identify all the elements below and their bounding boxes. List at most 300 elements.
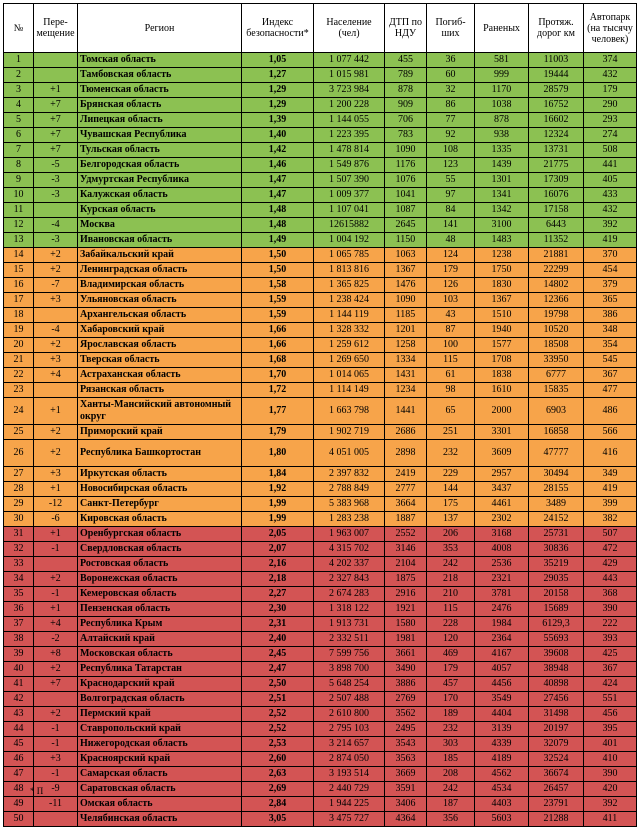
cell-index: 1,80 [242, 440, 314, 467]
cell-index: 2,05 [242, 527, 314, 542]
cell-move [34, 53, 78, 68]
cell-population: 1 283 238 [314, 512, 385, 527]
cell-accidents: 3563 [385, 752, 427, 767]
cell-population: 1 549 876 [314, 158, 385, 173]
cell-injured: 1577 [475, 338, 529, 353]
cell-number: 7 [4, 143, 34, 158]
cell-move: +1 [34, 398, 78, 425]
cell-roads: 28579 [529, 83, 584, 98]
cell-population: 3 898 700 [314, 662, 385, 677]
cell-accidents: 2686 [385, 425, 427, 440]
cell-index: 1,29 [242, 83, 314, 98]
cell-number: 22 [4, 368, 34, 383]
cell-number: 46 [4, 752, 34, 767]
cell-killed: 65 [427, 398, 475, 425]
cell-killed: 36 [427, 53, 475, 68]
cell-cars: 411 [584, 812, 637, 827]
cell-accidents: 783 [385, 128, 427, 143]
cell-move: +1 [34, 527, 78, 542]
header-number: № [4, 4, 34, 53]
cell-injured: 1708 [475, 353, 529, 368]
cell-move: +2 [34, 572, 78, 587]
cell-killed: 108 [427, 143, 475, 158]
cell-population: 4 202 337 [314, 557, 385, 572]
cell-accidents: 909 [385, 98, 427, 113]
cell-number: 36 [4, 602, 34, 617]
cell-index: 2,52 [242, 707, 314, 722]
cell-injured: 3168 [475, 527, 529, 542]
cell-population: 2 397 832 [314, 467, 385, 482]
cell-killed: 179 [427, 662, 475, 677]
cell-injured: 1830 [475, 278, 529, 293]
table-row [4, 338, 637, 353]
cell-cars: 419 [584, 482, 637, 497]
cell-roads: 55693 [529, 632, 584, 647]
cell-killed: 60 [427, 68, 475, 83]
cell-accidents: 1441 [385, 398, 427, 425]
table-row [4, 203, 637, 218]
cell-killed: 187 [427, 797, 475, 812]
cell-accidents: 1076 [385, 173, 427, 188]
cell-cars: 393 [584, 632, 637, 647]
cell-number: 18 [4, 308, 34, 323]
cell-cars: 399 [584, 497, 637, 512]
cell-roads: 18508 [529, 338, 584, 353]
cell-population: 3 214 657 [314, 737, 385, 752]
cell-population: 5 383 968 [314, 497, 385, 512]
cell-injured: 4339 [475, 737, 529, 752]
cell-accidents: 3562 [385, 707, 427, 722]
cell-roads: 11352 [529, 233, 584, 248]
cell-move: -7 [34, 278, 78, 293]
cell-number: 35 [4, 587, 34, 602]
cell-population: 3 193 514 [314, 767, 385, 782]
cell-number: 9 [4, 173, 34, 188]
table-row [4, 143, 637, 158]
cell-roads: 3489 [529, 497, 584, 512]
cell-accidents: 1334 [385, 353, 427, 368]
cell-killed: 469 [427, 647, 475, 662]
cell-number: 15 [4, 263, 34, 278]
table-row [4, 662, 637, 677]
table-row [4, 368, 637, 383]
cell-index: 2,50 [242, 677, 314, 692]
cell-number: 47 [4, 767, 34, 782]
table-row [4, 98, 637, 113]
cell-region: Брянская область [78, 98, 242, 113]
cell-number: 19 [4, 323, 34, 338]
cell-injured: 2302 [475, 512, 529, 527]
cell-killed: 48 [427, 233, 475, 248]
cell-move: -4 [34, 218, 78, 233]
cell-population: 1 107 041 [314, 203, 385, 218]
cell-killed: 457 [427, 677, 475, 692]
cell-number: 12 [4, 218, 34, 233]
cell-killed: 115 [427, 602, 475, 617]
cell-injured: 4404 [475, 707, 529, 722]
cell-injured: 4456 [475, 677, 529, 692]
cell-cars: 367 [584, 662, 637, 677]
header-move: Пере-мещение [34, 4, 78, 53]
cell-roads: 6129,3 [529, 617, 584, 632]
cell-injured: 4403 [475, 797, 529, 812]
cell-killed: 170 [427, 692, 475, 707]
cell-number: 29 [4, 497, 34, 512]
cell-move: -3 [34, 188, 78, 203]
cell-accidents: 706 [385, 113, 427, 128]
cell-population: 4 051 005 [314, 440, 385, 467]
table-row [4, 557, 637, 572]
cell-move: +3 [34, 293, 78, 308]
cell-population: 1 813 816 [314, 263, 385, 278]
cell-accidents: 1981 [385, 632, 427, 647]
cell-accidents: 1921 [385, 602, 427, 617]
cell-move: +7 [34, 128, 78, 143]
cell-population: 2 674 283 [314, 587, 385, 602]
cell-move: +2 [34, 248, 78, 263]
cell-number: 43 [4, 707, 34, 722]
table-row [4, 218, 637, 233]
cell-index: 1,77 [242, 398, 314, 425]
header-roads: Протяж. дорог км [529, 4, 584, 53]
cell-population: 1 478 814 [314, 143, 385, 158]
cell-killed: 124 [427, 248, 475, 263]
cell-population: 1 913 731 [314, 617, 385, 632]
cell-cars: 179 [584, 83, 637, 98]
cell-population: 1 365 825 [314, 278, 385, 293]
cell-move [34, 692, 78, 707]
cell-region: Свердловская область [78, 542, 242, 557]
cell-number: 49 [4, 797, 34, 812]
cell-cars: 370 [584, 248, 637, 263]
cell-move: -1 [34, 767, 78, 782]
table-row [4, 677, 637, 692]
cell-index: 1,27 [242, 68, 314, 83]
cell-roads: 24152 [529, 512, 584, 527]
cell-roads: 19798 [529, 308, 584, 323]
cell-injured: 3437 [475, 482, 529, 497]
cell-roads: 14802 [529, 278, 584, 293]
header-accidents: ДТП по НДУ [385, 4, 427, 53]
cell-index: 2,30 [242, 602, 314, 617]
cell-index: 2,31 [242, 617, 314, 632]
table-row [4, 737, 637, 752]
cell-accidents: 3591 [385, 782, 427, 797]
cell-index: 1,39 [242, 113, 314, 128]
cell-cars: 433 [584, 188, 637, 203]
cell-roads: 12324 [529, 128, 584, 143]
table-row [4, 797, 637, 812]
cell-injured: 4562 [475, 767, 529, 782]
cell-killed: 210 [427, 587, 475, 602]
table-row [4, 692, 637, 707]
table-row [4, 467, 637, 482]
cell-injured: 3609 [475, 440, 529, 467]
cell-population: 1 015 981 [314, 68, 385, 83]
cell-cars: 432 [584, 68, 637, 83]
table-row [4, 308, 637, 323]
cell-roads: 47777 [529, 440, 584, 467]
cell-number: 44 [4, 722, 34, 737]
cell-cars: 419 [584, 233, 637, 248]
cell-move: -1 [34, 587, 78, 602]
cell-cars: 441 [584, 158, 637, 173]
cell-population: 3 723 984 [314, 83, 385, 98]
cell-cars: 367 [584, 368, 637, 383]
cell-number: 4 [4, 98, 34, 113]
cell-index: 1,48 [242, 203, 314, 218]
cell-index: 1,59 [242, 293, 314, 308]
cell-cars: 551 [584, 692, 637, 707]
cell-roads: 40898 [529, 677, 584, 692]
table-row [4, 173, 637, 188]
cell-killed: 353 [427, 542, 475, 557]
cell-index: 2,40 [242, 632, 314, 647]
cell-cars: 274 [584, 128, 637, 143]
cell-roads: 30494 [529, 467, 584, 482]
cell-injured: 2476 [475, 602, 529, 617]
cell-number: 41 [4, 677, 34, 692]
cell-population: 1 014 065 [314, 368, 385, 383]
cell-number: 8 [4, 158, 34, 173]
cell-cars: 390 [584, 767, 637, 782]
cell-cars: 429 [584, 557, 637, 572]
cell-killed: 115 [427, 353, 475, 368]
cell-move: -12 [34, 497, 78, 512]
cell-region: Кемеровская область [78, 587, 242, 602]
cell-roads: 16858 [529, 425, 584, 440]
cell-accidents: 1201 [385, 323, 427, 338]
cell-number: 48 [4, 782, 34, 797]
cell-accidents: 1087 [385, 203, 427, 218]
cell-region: Липецкая область [78, 113, 242, 128]
cell-move: +2 [34, 707, 78, 722]
cell-number: 10 [4, 188, 34, 203]
cell-region: Санкт-Петербург [78, 497, 242, 512]
cell-cars: 416 [584, 440, 637, 467]
cell-number: 13 [4, 233, 34, 248]
cell-killed: 137 [427, 512, 475, 527]
cell-accidents: 1185 [385, 308, 427, 323]
cell-injured: 2321 [475, 572, 529, 587]
cell-cars: 443 [584, 572, 637, 587]
cell-roads: 19444 [529, 68, 584, 83]
cell-cars: 390 [584, 602, 637, 617]
cell-killed: 242 [427, 557, 475, 572]
cell-accidents: 1476 [385, 278, 427, 293]
table-row [4, 722, 637, 737]
cell-injured: 3301 [475, 425, 529, 440]
cell-injured: 1170 [475, 83, 529, 98]
cell-accidents: 3669 [385, 767, 427, 782]
cell-population: 1 223 395 [314, 128, 385, 143]
cell-move: -4 [34, 323, 78, 338]
table-row [4, 293, 637, 308]
cell-number: 1 [4, 53, 34, 68]
cell-cars: 420 [584, 782, 637, 797]
cell-move: -3 [34, 233, 78, 248]
cell-killed: 232 [427, 722, 475, 737]
cell-population: 1 114 149 [314, 383, 385, 398]
cell-killed: 120 [427, 632, 475, 647]
cell-move: +2 [34, 338, 78, 353]
cell-roads: 16076 [529, 188, 584, 203]
cell-roads: 27456 [529, 692, 584, 707]
cell-index: 2,60 [242, 752, 314, 767]
cell-index: 1,58 [242, 278, 314, 293]
cell-roads: 21288 [529, 812, 584, 827]
cell-region: Калужская область [78, 188, 242, 203]
cell-cars: 477 [584, 383, 637, 398]
cell-accidents: 3543 [385, 737, 427, 752]
cell-roads: 29035 [529, 572, 584, 587]
cell-injured: 1038 [475, 98, 529, 113]
cell-move: +3 [34, 353, 78, 368]
table-row [4, 512, 637, 527]
table-row [4, 542, 637, 557]
table-row [4, 383, 637, 398]
cell-cars: 425 [584, 647, 637, 662]
cell-injured: 1940 [475, 323, 529, 338]
cell-accidents: 455 [385, 53, 427, 68]
cell-population: 1 004 192 [314, 233, 385, 248]
table-row [4, 482, 637, 497]
table-row [4, 632, 637, 647]
cell-move [34, 68, 78, 83]
cell-region: Москва [78, 218, 242, 233]
cell-cars: 349 [584, 467, 637, 482]
cell-number: 45 [4, 737, 34, 752]
cell-region: Московская область [78, 647, 242, 662]
cell-region: Владимирская область [78, 278, 242, 293]
cell-killed: 218 [427, 572, 475, 587]
table-row [4, 53, 637, 68]
table-row [4, 497, 637, 512]
cell-move: +3 [34, 752, 78, 767]
cell-killed: 229 [427, 467, 475, 482]
cell-accidents: 1875 [385, 572, 427, 587]
cell-number: 20 [4, 338, 34, 353]
cell-injured: 1984 [475, 617, 529, 632]
cell-cars: 508 [584, 143, 637, 158]
cell-index: 2,27 [242, 587, 314, 602]
cell-injured: 4167 [475, 647, 529, 662]
cell-population: 4 315 702 [314, 542, 385, 557]
table-row [4, 263, 637, 278]
cell-population: 1 944 225 [314, 797, 385, 812]
cell-move [34, 557, 78, 572]
cell-index: 1,72 [242, 383, 314, 398]
cell-move [34, 308, 78, 323]
cell-accidents: 1041 [385, 188, 427, 203]
cell-injured: 5603 [475, 812, 529, 827]
cell-roads: 33950 [529, 353, 584, 368]
cell-population: 1 144 055 [314, 113, 385, 128]
cell-accidents: 3490 [385, 662, 427, 677]
cell-index: 2,63 [242, 767, 314, 782]
cell-cars: 386 [584, 308, 637, 323]
cell-region: Воронежская область [78, 572, 242, 587]
cell-cars: 486 [584, 398, 637, 425]
cell-population: 2 610 800 [314, 707, 385, 722]
cell-index: 1,46 [242, 158, 314, 173]
footnote: * П [30, 786, 44, 796]
cell-index: 1,05 [242, 53, 314, 68]
cell-region: Иркутская область [78, 467, 242, 482]
cell-region: Самарская область [78, 767, 242, 782]
cell-cars: 405 [584, 173, 637, 188]
cell-region: Волгоградская область [78, 692, 242, 707]
table-row [4, 323, 637, 338]
table-row [4, 782, 637, 797]
table-row [4, 158, 637, 173]
cell-region: Ивановская область [78, 233, 242, 248]
cell-accidents: 1431 [385, 368, 427, 383]
cell-roads: 25731 [529, 527, 584, 542]
cell-cars: 456 [584, 707, 637, 722]
cell-index: 2,16 [242, 557, 314, 572]
cell-cars: 410 [584, 752, 637, 767]
cell-roads: 28155 [529, 482, 584, 497]
cell-roads: 32524 [529, 752, 584, 767]
cell-killed: 356 [427, 812, 475, 827]
cell-injured: 1342 [475, 203, 529, 218]
cell-injured: 4534 [475, 782, 529, 797]
cell-accidents: 1887 [385, 512, 427, 527]
cell-region: Ленинградская область [78, 263, 242, 278]
cell-accidents: 2495 [385, 722, 427, 737]
cell-killed: 126 [427, 278, 475, 293]
cell-roads: 17309 [529, 173, 584, 188]
cell-accidents: 878 [385, 83, 427, 98]
cell-cars: 368 [584, 587, 637, 602]
cell-population: 3 475 727 [314, 812, 385, 827]
cell-index: 1,40 [242, 128, 314, 143]
cell-roads: 6443 [529, 218, 584, 233]
cell-index: 1,66 [242, 338, 314, 353]
cell-move [34, 383, 78, 398]
cell-cars: 424 [584, 677, 637, 692]
cell-roads: 38948 [529, 662, 584, 677]
cell-accidents: 2769 [385, 692, 427, 707]
cell-index: 2,18 [242, 572, 314, 587]
cell-population: 1 065 785 [314, 248, 385, 263]
cell-cars: 566 [584, 425, 637, 440]
cell-move: -3 [34, 173, 78, 188]
cell-region: Ярославская область [78, 338, 242, 353]
cell-roads: 11003 [529, 53, 584, 68]
cell-move: +2 [34, 662, 78, 677]
cell-cars: 293 [584, 113, 637, 128]
cell-roads: 10520 [529, 323, 584, 338]
header-population: Население (чел) [314, 4, 385, 53]
header-index: Индекс безопасности* [242, 4, 314, 53]
cell-move: +7 [34, 143, 78, 158]
cell-killed: 175 [427, 497, 475, 512]
cell-region: Чувашская Республика [78, 128, 242, 143]
cell-killed: 189 [427, 707, 475, 722]
cell-number: 33 [4, 557, 34, 572]
cell-index: 1,29 [242, 98, 314, 113]
cell-injured: 3100 [475, 218, 529, 233]
table-row [4, 440, 637, 467]
cell-region: Ульяновская область [78, 293, 242, 308]
cell-killed: 206 [427, 527, 475, 542]
cell-roads: 16752 [529, 98, 584, 113]
cell-region: Саратовская область [78, 782, 242, 797]
cell-move: +4 [34, 368, 78, 383]
cell-number: 42 [4, 692, 34, 707]
